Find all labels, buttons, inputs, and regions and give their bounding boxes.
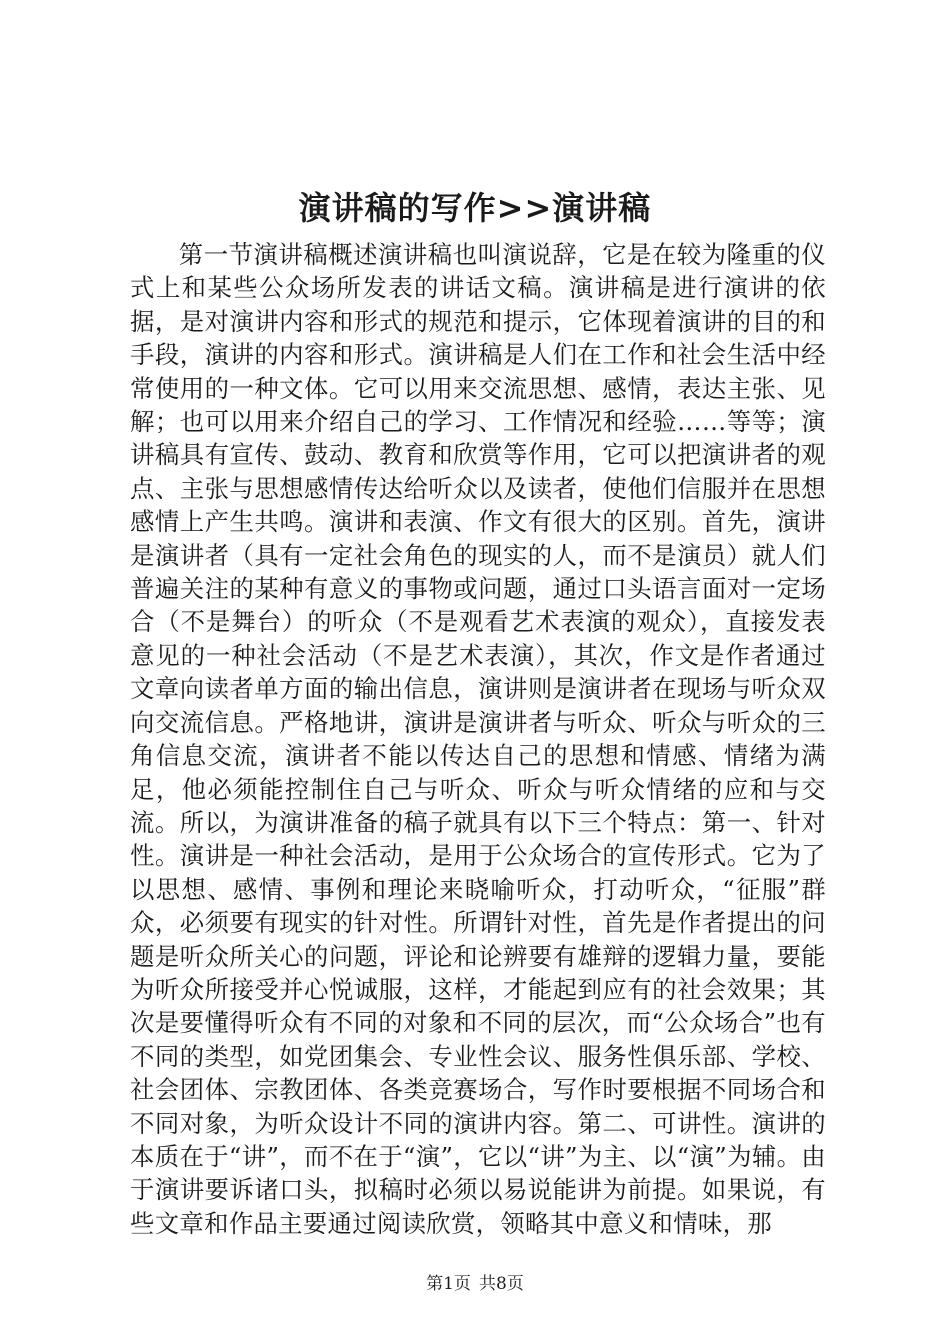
page-number-current: 第1页 [426,1274,471,1294]
page-footer [0,1272,950,1296]
page-number-total: 共8页 [479,1274,524,1294]
body-paragraph: 第一节演讲稿概述演讲稿也叫演说辞，它是在较为隆重的仪式上和某些公众场所发表的讲话文稿。演讲稿是进行演讲的依据，是对演讲内容和形式的规范和提示，它体现着演讲的目的和手段，演讲的内容和形式。演讲稿是人们在工作和社会生活中经常使用的一种文体。它可以用来交流思想、感情，表达主张、见解；也可以用来介绍自己的学习、工作情况和经验……等等；演讲稿具有宣传、鼓动、教育和欣赏等作用，它可以把演讲者的观点、主张与思想感情传达给听众以及读者，使他们信服并在思想感情上产生共鸣。演讲和表演、作文有很大的区别。首先，演讲是演讲者（具有一定社会角色的现实的人，而不是演员）就人们普遍关注的某种有意义的事物或问题，通过口头语言面对一定场合（不是舞台）的听众（不是观看艺术表演的观众），直接发表意见的一种社会活动（不是艺术表演），其次，作文是作者通过文章向读者单方面的输出信息，演讲则是演讲者在现场与听众双向交流信息。严格地讲，演讲是演讲者与听众、听众与听众的三角信息交流，演讲者不能以传达自己的思想和情感、情绪为满足，他必须能控制住自己与听众、听众与听众情绪的应和与交流。所以，为演讲准备的稿子就具有以下三个特点：第一、针对性。演讲是一种社会活动，是用于公众场合的宣传形式。它为了以思想、感情、事例和理论来晓喻听众，打动听众，“征服”群众，必须要有现实的针对性。所谓针对性，首先是作者提出的问题是听众所关心的问题，评论和论辨要有雄辩的逻辑力量，要能为听众所接受并心悦诚服，这样，才能起到应有的社会效果；其次是要懂得听众有不同的对象和不同的层次，而“公众场合”也有不同的类型，如党团集会、专业性会议、服务性俱乐部、学校、社会团体、宗教团体、各类竞赛场合，写作时要根据不同场合和不同对象，为听众设计不同的演讲内容。第二、可讲性。演讲的本质在于“讲”，而不在于“演”，它以“讲”为主、以“演”为辅。由于演讲要诉诸口头，拟稿时必须以易说能讲为前提。如果说，有些文章和作品主要通过阅读欣赏，领略其中意义和情味，那 [130,240,826,1238]
document-title: 演讲稿的写作>>演讲稿 [298,189,652,227]
